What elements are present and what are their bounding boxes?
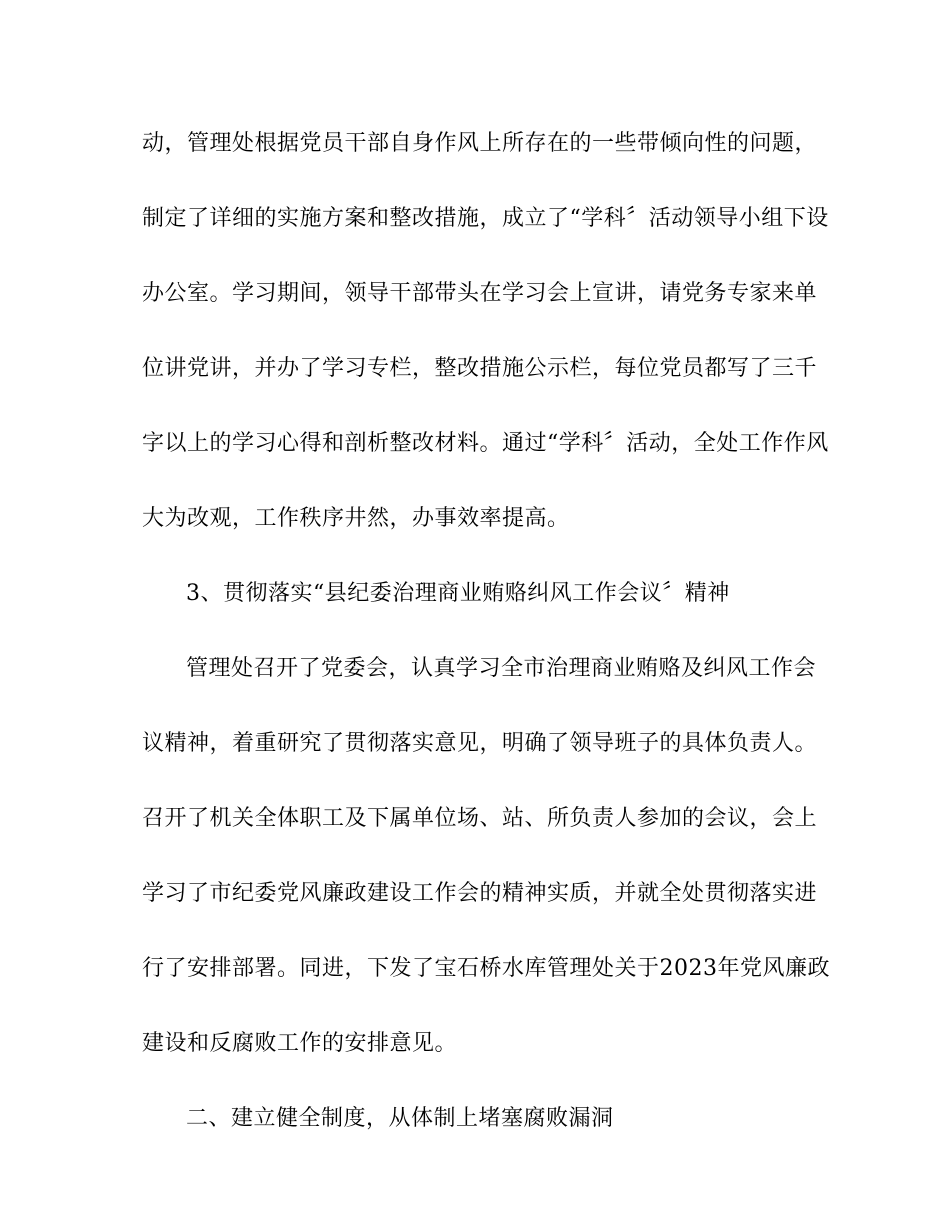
paragraph-line: 议精神，着重研究了贯彻落实意见，明确了领导班子的具体负责人。 [142, 731, 818, 756]
paragraph-line: 办公室。学习期间，领导干部带头在学习会上宣讲，请党务专家来单 [142, 281, 818, 306]
paragraph-line: 学习了市纪委党风廉政建设工作会的精神实质，并就全处贯彻落实进 [142, 881, 818, 906]
section-heading: 二、建立健全制度，从体制上堵塞腐败漏洞 [186, 1106, 614, 1131]
section-heading: 3、贯彻落实“县纪委治理商业贿赂纠风工作会议〞精神 [186, 581, 730, 606]
paragraph-line: 制定了详细的实施方案和整改措施，成立了“学科〞活动领导小组下设 [142, 206, 829, 231]
paragraph-line: 位讲党讲，并办了学习专栏，整改措施公示栏，每位党员都写了三千 [142, 356, 818, 381]
paragraph-line: 管理处召开了党委会，认真学习全市治理商业贿赂及纠风工作会 [186, 656, 817, 681]
paragraph-line: 动，管理处根据党员干部自身作风上所存在的一些带倾向性的问题， [142, 131, 818, 156]
paragraph-line: 大为改观，工作秩序井然，办事效率提高。 [142, 506, 570, 531]
paragraph-line: 字以上的学习心得和剖析整改材料。通过“学科〞活动，全处工作作风 [142, 431, 829, 456]
paragraph-line: 召开了机关全体职工及下属单位场、站、所负责人参加的会议，会上 [142, 806, 818, 831]
paragraph-line: 行了安排部署。同进，下发了宝石桥水库管理处关于2023年党风廉政 [142, 956, 830, 981]
paragraph-line: 建设和反腐败工作的安排意见。 [142, 1031, 458, 1056]
